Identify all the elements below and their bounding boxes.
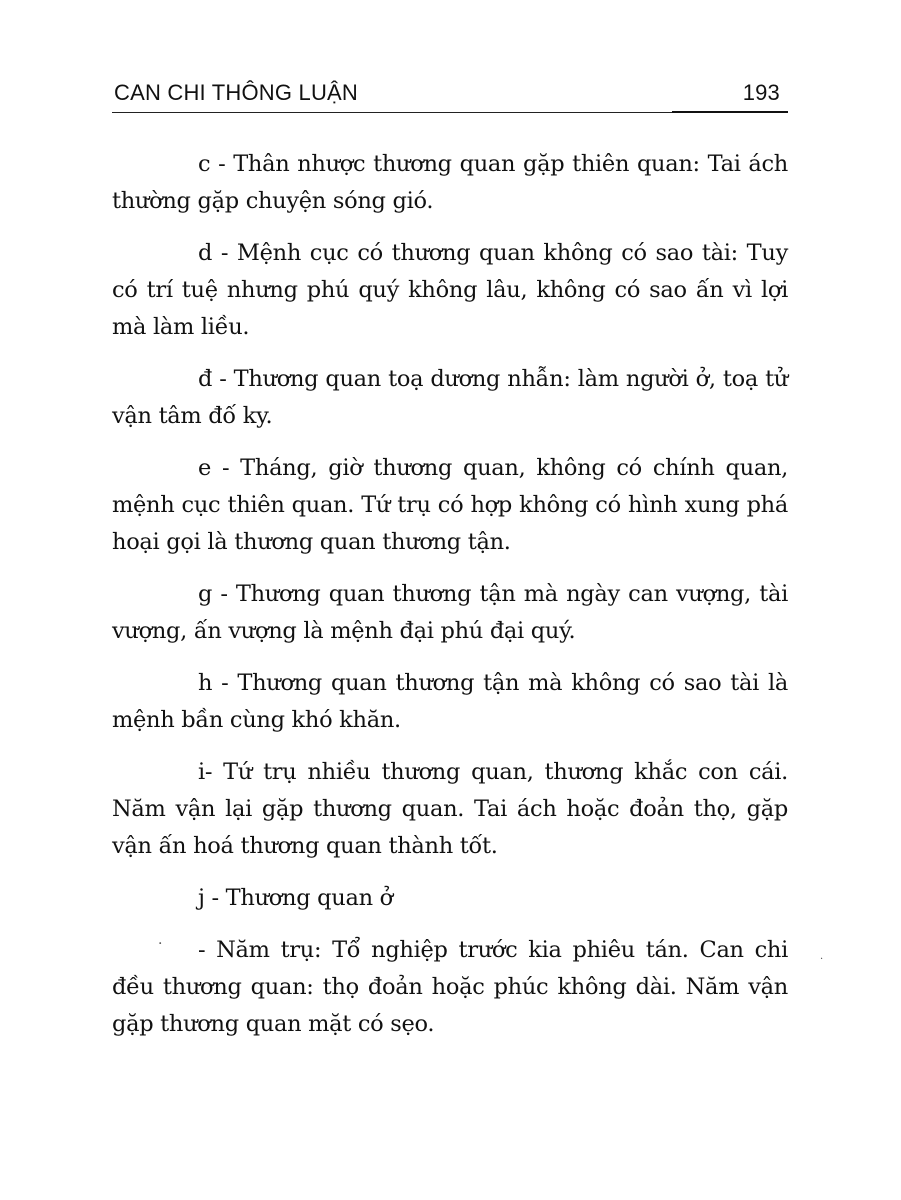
paragraph-dd: đ - Thương quan toạ dương nhẫn: làm người ở, toạ tử vận tâm đố ky. — [112, 366, 788, 429]
scan-speck: · — [158, 936, 163, 952]
running-header — [112, 80, 788, 110]
body-text — [112, 146, 788, 1058]
running-title: CAN CHI THÔNG LUẬN — [114, 80, 358, 105]
paragraph-e: e - Tháng, giờ thương quan, không có chính quan, mệnh cục thiên quan. Tứ trụ có hợp không có hình xung phá hoại gọi là thương quan thương tận. — [112, 455, 788, 555]
paragraph-j: j - Thương quan ở — [198, 885, 393, 911]
header-rule-accent — [672, 111, 788, 113]
paragraph-i: i- Tứ trụ nhiều thương quan, thương khắc con cái. Năm vận lại gặp thương quan. Tai ách hoặc đoản thọ, gặp vận ấn hoá thương quan thành tốt. — [112, 759, 788, 859]
page-number: 193 — [742, 80, 780, 105]
paragraph-d: d - Mệnh cục có thương quan không có sao tài: Tuy có trí tuệ nhưng phú quý không lâu, không có sao ấn vì lợi mà làm liều. — [112, 240, 788, 340]
paragraph-c: c - Thân nhược thương quan gặp thiên quan: Tai ách thường gặp chuyện sóng gió. — [112, 151, 788, 214]
header-rule — [112, 112, 788, 113]
scan-speck-margin: · — [820, 954, 824, 965]
paragraph-j-subitem: - Năm trụ: Tổ nghiệp trước kia phiêu tán. Can chi đều thương quan: thọ đoản hoặc phúc không dài. Năm vận gặp thương quan mặt có sẹo. — [112, 937, 788, 1037]
paragraph-h: h - Thương quan thương tận mà không có sao tài là mệnh bần cùng khó khăn. — [112, 670, 788, 733]
paragraph-g: g - Thương quan thương tận mà ngày can vượng, tài vượng, ấn vượng là mệnh đại phú đại quý. — [112, 581, 788, 644]
